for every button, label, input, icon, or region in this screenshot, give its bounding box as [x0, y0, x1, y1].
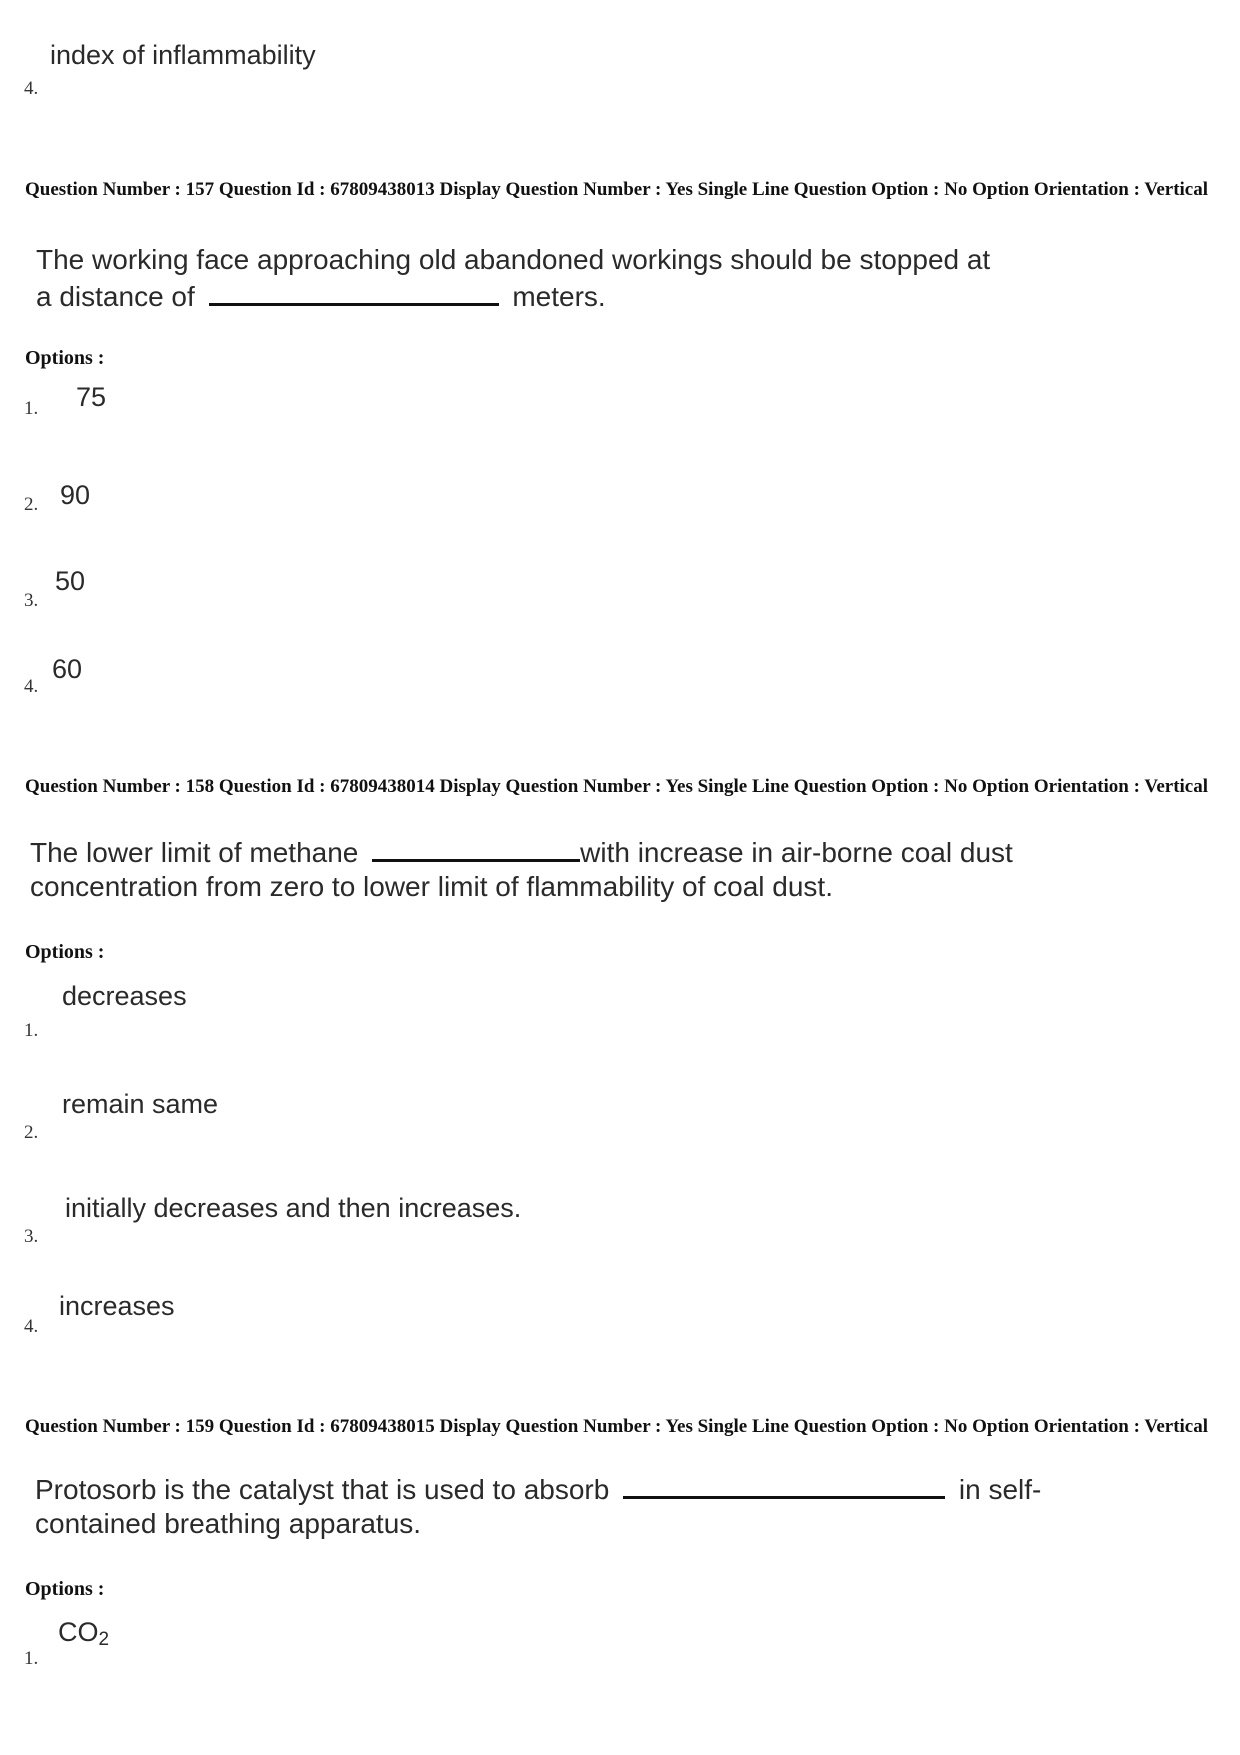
option-text: decreases — [62, 981, 187, 1011]
question-text-segment: a distance of — [36, 281, 195, 312]
question-text-line: The working face approaching old abandoned workings should be stopped at — [36, 244, 991, 275]
question-text-segment: with increase in air-borne coal dust — [580, 837, 1013, 868]
option-number: 4. — [24, 676, 39, 697]
option-text: index of inflammability — [50, 40, 316, 70]
question-meta: Question Number : 158 Question Id : 67809438014 Display Question Number : Yes Single Line Question Option : No Option Orientation : Vertical — [25, 776, 1209, 797]
option-number: 1. — [24, 398, 39, 419]
question-text-line: contained breathing apparatus. — [35, 1508, 422, 1539]
option-text-main: CO — [58, 1617, 99, 1647]
option-number: 4. — [24, 1316, 39, 1337]
option-number: 2. — [24, 1122, 39, 1143]
option-text: 50 — [55, 566, 86, 596]
question-text-line: concentration from zero to lower limit of flammability of coal dust. — [30, 871, 833, 902]
option-number: 3. — [24, 590, 39, 611]
fill-in-blank — [623, 1470, 945, 1499]
question-text-line — [35, 1470, 1041, 1507]
option-number: 1. — [24, 1020, 39, 1041]
option-number: 3. — [24, 1226, 39, 1247]
option-text — [58, 1617, 109, 1651]
question-meta: Question Number : 159 Question Id : 67809438015 Display Question Number : Yes Single Line Question Option : No Option Orientation : Vertical — [25, 1416, 1209, 1437]
question-text — [35, 1470, 1041, 1541]
option-number: 2. — [24, 494, 39, 515]
option-text: increases — [59, 1291, 175, 1321]
question-text-segment: The lower limit of methane — [30, 837, 359, 868]
question-text-line — [30, 833, 1013, 870]
question-text — [36, 243, 990, 314]
question-text-line — [36, 277, 990, 314]
option-text: 90 — [60, 480, 91, 510]
question-text-segment: Protosorb is the catalyst that is used to absorb — [35, 1474, 610, 1505]
option-text-subscript: 2 — [98, 1629, 110, 1650]
question-meta: Question Number : 157 Question Id : 67809438013 Display Question Number : Yes Single Line Question Option : No Option Orientation : Vertical — [25, 179, 1209, 200]
option-text: initially decreases and then increases. — [65, 1193, 522, 1223]
options-label: Options : — [25, 347, 105, 369]
question-text — [30, 833, 1013, 904]
option-number: 1. — [24, 1648, 39, 1669]
fill-in-blank — [372, 833, 580, 862]
option-number: 4. — [24, 78, 39, 99]
question-text-segment: meters. — [512, 281, 606, 312]
question-text-segment: in self- — [958, 1474, 1042, 1505]
options-label: Options : — [25, 941, 105, 963]
options-label: Options : — [25, 1578, 105, 1600]
option-text: 75 — [76, 382, 107, 412]
fill-in-blank — [209, 277, 499, 306]
option-text: 60 — [52, 654, 83, 684]
option-text: remain same — [62, 1089, 219, 1119]
